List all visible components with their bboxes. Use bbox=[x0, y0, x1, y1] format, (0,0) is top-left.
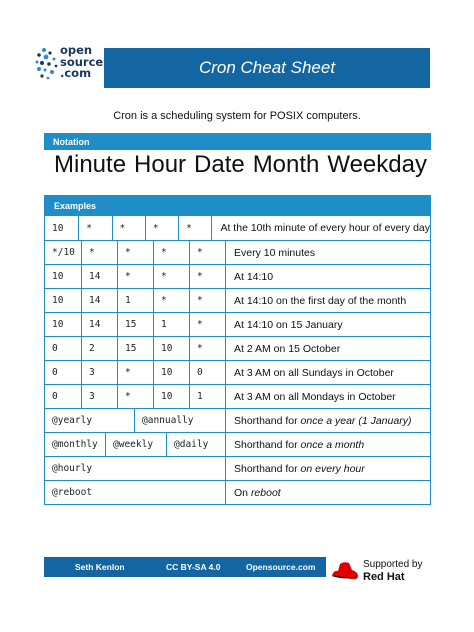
cron-field-cell: 3 bbox=[82, 385, 118, 408]
table-row bbox=[45, 336, 430, 360]
examples-table bbox=[44, 195, 431, 505]
notation-fields bbox=[44, 150, 431, 180]
shorthand-keyword-cell: @hourly bbox=[45, 457, 226, 480]
cron-field-cell: * bbox=[113, 216, 146, 240]
description-cell: At the 10th minute of every hour of every day bbox=[220, 222, 431, 234]
footer-license: CC BY-SA 4.0 bbox=[166, 562, 221, 572]
cron-field-cell: 0 bbox=[45, 361, 82, 384]
notation-label: Notation bbox=[53, 136, 90, 147]
footer-bar bbox=[44, 557, 326, 577]
cron-field-cell: 14 bbox=[82, 289, 118, 312]
description-cell: At 14:10 on 15 January bbox=[234, 318, 343, 331]
cron-field-cell: * bbox=[146, 216, 179, 240]
description-emphasis: reboot bbox=[250, 486, 281, 499]
cron-field-cell: 10 bbox=[45, 265, 82, 288]
cron-field-cell: * bbox=[154, 241, 190, 264]
cron-field-cell: 10 bbox=[154, 361, 190, 384]
cron-field-cell: * bbox=[118, 385, 154, 408]
cron-field-cell: 15 bbox=[118, 337, 154, 360]
cron-field-cell: 10 bbox=[45, 313, 82, 336]
table-row bbox=[45, 480, 430, 504]
table-row bbox=[45, 312, 430, 336]
notation-field-weekday: Weekday bbox=[327, 151, 427, 178]
cron-field-cell: 10 bbox=[154, 337, 190, 360]
cron-field-cell: 0 bbox=[190, 361, 226, 384]
description-cell: At 14:10 on the first day of the month bbox=[234, 294, 407, 307]
description-prefix: Shorthand for bbox=[234, 414, 301, 427]
description-cell bbox=[226, 457, 430, 480]
examples-label: Examples bbox=[54, 201, 97, 211]
cron-field-cell: 0 bbox=[45, 337, 82, 360]
table-row bbox=[45, 432, 430, 456]
shorthand-keyword-cell: @daily bbox=[167, 433, 226, 456]
description-emphasis: once a year (1 January) bbox=[300, 414, 412, 427]
table-row bbox=[45, 408, 430, 432]
description-cell: At 3 AM on all Sundays in October bbox=[234, 366, 394, 379]
logo-text bbox=[60, 45, 103, 80]
cron-field-cell: * bbox=[190, 313, 226, 336]
shorthand-keyword-cell: @yearly bbox=[45, 409, 135, 432]
cron-field-cell: * bbox=[118, 361, 154, 384]
page-title: Cron Cheat Sheet bbox=[198, 58, 336, 77]
table-row bbox=[45, 384, 430, 408]
description-cell bbox=[226, 409, 430, 432]
description-cell: At 3 AM on all Mondays in October bbox=[234, 390, 396, 403]
cron-field-cell: * bbox=[179, 216, 212, 240]
cron-field-cell: * bbox=[154, 265, 190, 288]
shorthand-keyword-cell: @annually bbox=[135, 409, 226, 432]
description-emphasis: on every hour bbox=[300, 462, 365, 475]
table-row bbox=[45, 240, 430, 264]
cron-field-cell: */10 bbox=[45, 241, 82, 264]
intro-text: Cron is a scheduling system for POSIX computers. bbox=[113, 110, 361, 122]
cron-field-cell: 15 bbox=[118, 313, 154, 336]
notation-field-month: Month bbox=[252, 151, 320, 178]
redhat-hat-icon bbox=[330, 558, 360, 584]
table-row bbox=[45, 360, 430, 384]
description-cell: At 14:10 bbox=[234, 270, 274, 283]
cron-field-cell: * bbox=[190, 241, 226, 264]
description-cell bbox=[226, 433, 430, 456]
description-prefix: On bbox=[234, 486, 251, 499]
description-cell: Every 10 minutes bbox=[234, 246, 316, 259]
table-row bbox=[45, 264, 430, 288]
sponsor-line-1: Supported by bbox=[363, 559, 423, 570]
notation-field-minute: Minute bbox=[54, 151, 127, 178]
title-bar bbox=[104, 48, 430, 88]
shorthand-keyword-cell: @weekly bbox=[106, 433, 167, 456]
cron-field-cell: * bbox=[79, 216, 112, 240]
logo-line-1: open bbox=[60, 43, 93, 57]
cron-field-cell: * bbox=[118, 265, 154, 288]
table-row bbox=[45, 216, 430, 240]
cron-field-cell: * bbox=[154, 289, 190, 312]
redhat-sponsor bbox=[330, 556, 440, 586]
cron-field-cell: 1 bbox=[118, 289, 154, 312]
sponsor-text bbox=[363, 559, 423, 583]
cron-field-cell: * bbox=[190, 337, 226, 360]
cron-field-cell: * bbox=[82, 241, 118, 264]
notation-field-hour: Hour bbox=[134, 151, 187, 178]
notation-field-date: Date bbox=[194, 151, 245, 178]
footer-site: Opensource.com bbox=[246, 562, 316, 572]
table-row bbox=[45, 288, 430, 312]
footer-author: Seth Kenlon bbox=[75, 562, 125, 572]
cron-field-cell: 14 bbox=[82, 265, 118, 288]
opensource-logo bbox=[34, 44, 104, 88]
cron-field-cell: 2 bbox=[82, 337, 118, 360]
cron-field-cell: * bbox=[190, 265, 226, 288]
cron-field-cell: 0 bbox=[45, 385, 82, 408]
cron-field-cell: * bbox=[190, 289, 226, 312]
cron-field-cell: 14 bbox=[82, 313, 118, 336]
examples-header bbox=[45, 196, 430, 216]
logo-line-2: source bbox=[60, 54, 104, 69]
cron-field-cell: 10 bbox=[45, 289, 82, 312]
description-prefix: Shorthand for bbox=[234, 438, 301, 451]
cron-field-cell: 1 bbox=[154, 313, 190, 336]
examples-body bbox=[45, 216, 430, 504]
cron-field-cell: 3 bbox=[82, 361, 118, 384]
logo-dots-icon bbox=[34, 46, 62, 82]
logo-line-3: .com bbox=[60, 66, 92, 80]
description-prefix: Shorthand for bbox=[234, 462, 301, 475]
cron-field-cell: 1 bbox=[190, 385, 226, 408]
notation-header bbox=[44, 133, 431, 150]
sponsor-brand: Red Hat bbox=[363, 571, 405, 583]
shorthand-keyword-cell: @monthly bbox=[45, 433, 106, 456]
shorthand-keyword-cell: @reboot bbox=[45, 481, 226, 504]
description-cell bbox=[226, 481, 430, 504]
description-emphasis: once a month bbox=[300, 438, 365, 451]
cron-field-cell: 10 bbox=[154, 385, 190, 408]
description-cell: At 2 AM on 15 October bbox=[234, 342, 341, 355]
cron-field-cell: 10 bbox=[45, 216, 79, 240]
cron-field-cell: * bbox=[118, 241, 154, 264]
table-row bbox=[45, 456, 430, 480]
